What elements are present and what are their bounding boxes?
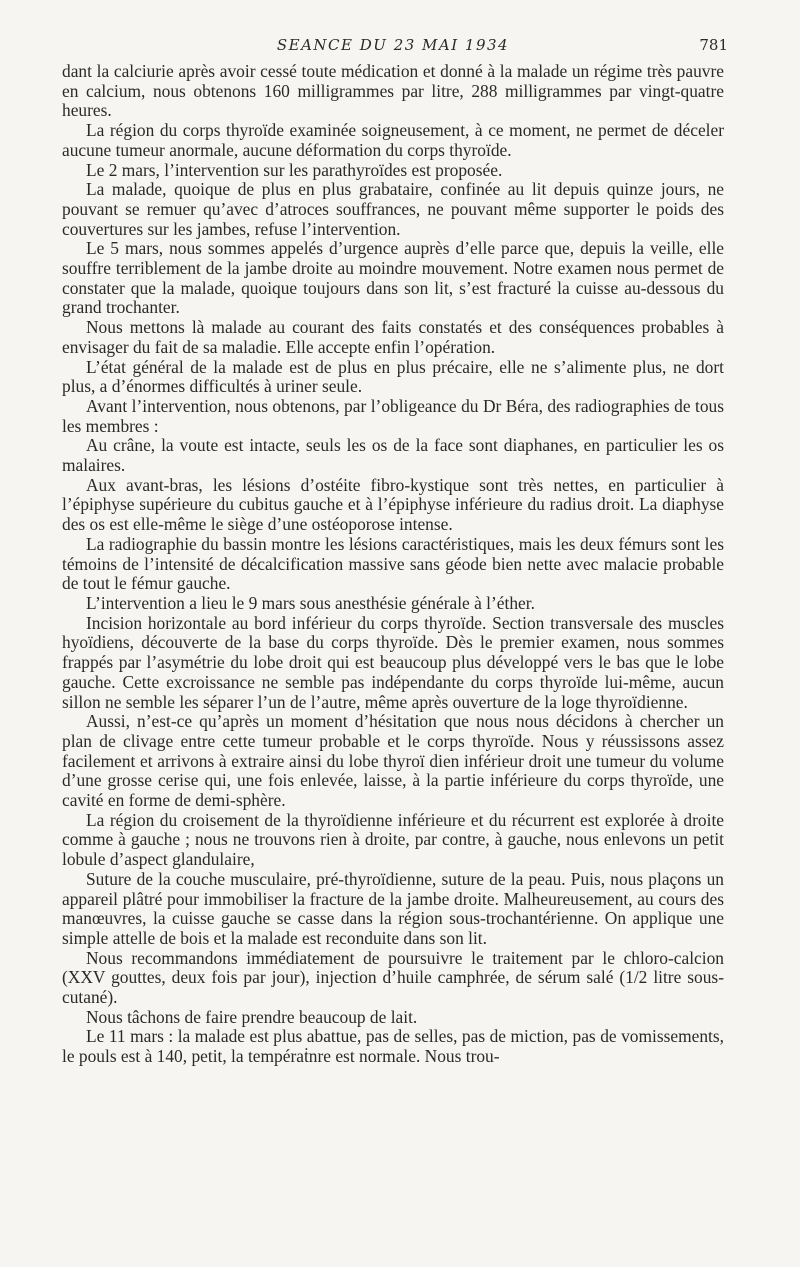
paragraph: Nous mettons là malade au courant des faits constatés et des conséquences probables à envisager du fait de sa maladie. Elle accepte enfin l’opération. — [62, 317, 724, 357]
paragraph: Au crâne, la voute est intacte, seuls les os de la face sont diaphanes, en particulier les os malaires. — [62, 435, 724, 476]
running-header — [62, 30, 728, 62]
paragraph: L’intervention a lieu le 9 mars sous anesthésie générale à l’éther. — [86, 592, 535, 613]
paragraph: Le 11 mars : la malade est plus abattue, pas de selles, pas de miction, pas de vomissements, le pouls est à 140, petit, la tempéraṫnre est normale. Nous trou- — [62, 1026, 724, 1067]
paragraph: La malade, quoique de plus en plus grabataire, confinée au lit depuis quinze jours, ne pouvant se remuer qu’avec d’atroces souffrances, ne pouvant même supporter le poids des couvertures sur les jambes, refuse l’intervention. — [62, 179, 724, 239]
paragraph: Suture de la couche musculaire, pré-thyroïdienne, suture de la peau. Puis, nous plaçons un appareil plâtré pour immobiliser la fracture de la jambe droite. Malheureusement, au cours des manœuvres, la cuisse gauche se casse dans la région sous-trochantérienne. On applique une simple attelle de bois et la malade est reconduite dans son lit. — [62, 868, 724, 948]
paragraph: dant la calciurie après avoir cessé toute médication et donné à la malade un régime très pauvre en calcium, nous obtenons 160 milligrammes par litre, 288 milligrammes par vingt-quatre heures. — [62, 61, 724, 121]
paragraph: Le 2 mars, l’intervention sur les parathyroïdes est proposée. — [86, 159, 503, 180]
paragraph: Le 5 mars, nous sommes appelés d’urgence auprès d’elle parce que, depuis la veille, elle souffre terriblement de la jambe droite au moindre mouvement. Notre examen nous permet de constater que la malade, quoique toujours dans son lit, s’est fracturé la cuisse au-dessous du grand trochanter. — [62, 238, 724, 318]
paragraph: Avant l’intervention, nous obtenons, par l’obligeance du Dr Béra, des radiographies de tous les membres : — [62, 395, 724, 436]
running-title: SEANCE DU 23 MAI 1934 — [276, 36, 510, 54]
paragraph: Incision horizontale au bord inférieur du corps thyroïde. Section transversale des muscles hyoïdiens, découverte de la base du corps thyroïde. Dès le premier examen, nous sommes frappés par l’asymétrie du lobe droit qui est beaucoup plus développé vers le bas que le lobe gauche. Cette excroissance ne semble pas indépendante du corps thyroïde lui-même, aucun sillon ne semble les séparer l’un de l’autre, même après ouverture de la loge thyroïdienne. — [62, 612, 724, 712]
paragraph: La radiographie du bassin montre les lésions caractéristiques, mais les deux fémurs sont les témoins de l’intensité de décalcification massive sans géode bien nette avec malacie probable de tout le fémur gauche. — [62, 533, 724, 594]
paragraph: La région du corps thyroïde examinée soigneusement, à ce moment, ne permet de déceler aucune tumeur anormale, aucune déformation du corps thyroïde. — [62, 120, 724, 160]
paragraph: L’état général de la malade est de plus en plus précaire, elle ne s’alimente plus, ne dort plus, a d’énormes difficultés à uriner seule. — [62, 356, 724, 397]
paragraph: Nous tâchons de faire prendre beaucoup de lait. — [86, 1006, 418, 1027]
body-text — [62, 62, 724, 1067]
page-number: 781 — [699, 36, 728, 54]
paragraph: Nous recommandons immédiatement de poursuivre le traitement par le chloro-calcion (XXV gouttes, deux fois par jour), injection d’huile camphrée, de sérum salé (1/2 litre sous-cutané). — [62, 947, 724, 1008]
paragraph: Aux avant-bras, les lésions d’ostéite fibro-kystique sont très nettes, en particulier à l’épiphyse supérieure du cubitus gauche et à l’épiphyse inférieure du radius droit. La diaphyse des os est elle-même le siège d’une ostéoporose intense. — [62, 474, 724, 535]
paragraph: La région du croisement de la thyroïdienne inférieure et du récurrent est explorée à droite comme à gauche ; nous ne trouvons rien à droite, par contre, à gauche, nous enlevons un petit lobule d’aspect glandulaire, — [62, 809, 724, 870]
paragraph: Aussi, n’est-ce qu’après un moment d’hésitation que nous nous décidons à chercher un plan de clivage entre cette tumeur probable et le corps thyroïde. Nous y réussissons assez facilement et arrivons à extraire ainsi du lobe thyroï dien inférieur droit une tumeur du volume d’une grosse cerise qui, une fois enlevée, laisse, à la partie inférieure du corps thyroïde, une cavité en forme de demi-sphère. — [62, 711, 724, 811]
document-page — [62, 30, 728, 1067]
